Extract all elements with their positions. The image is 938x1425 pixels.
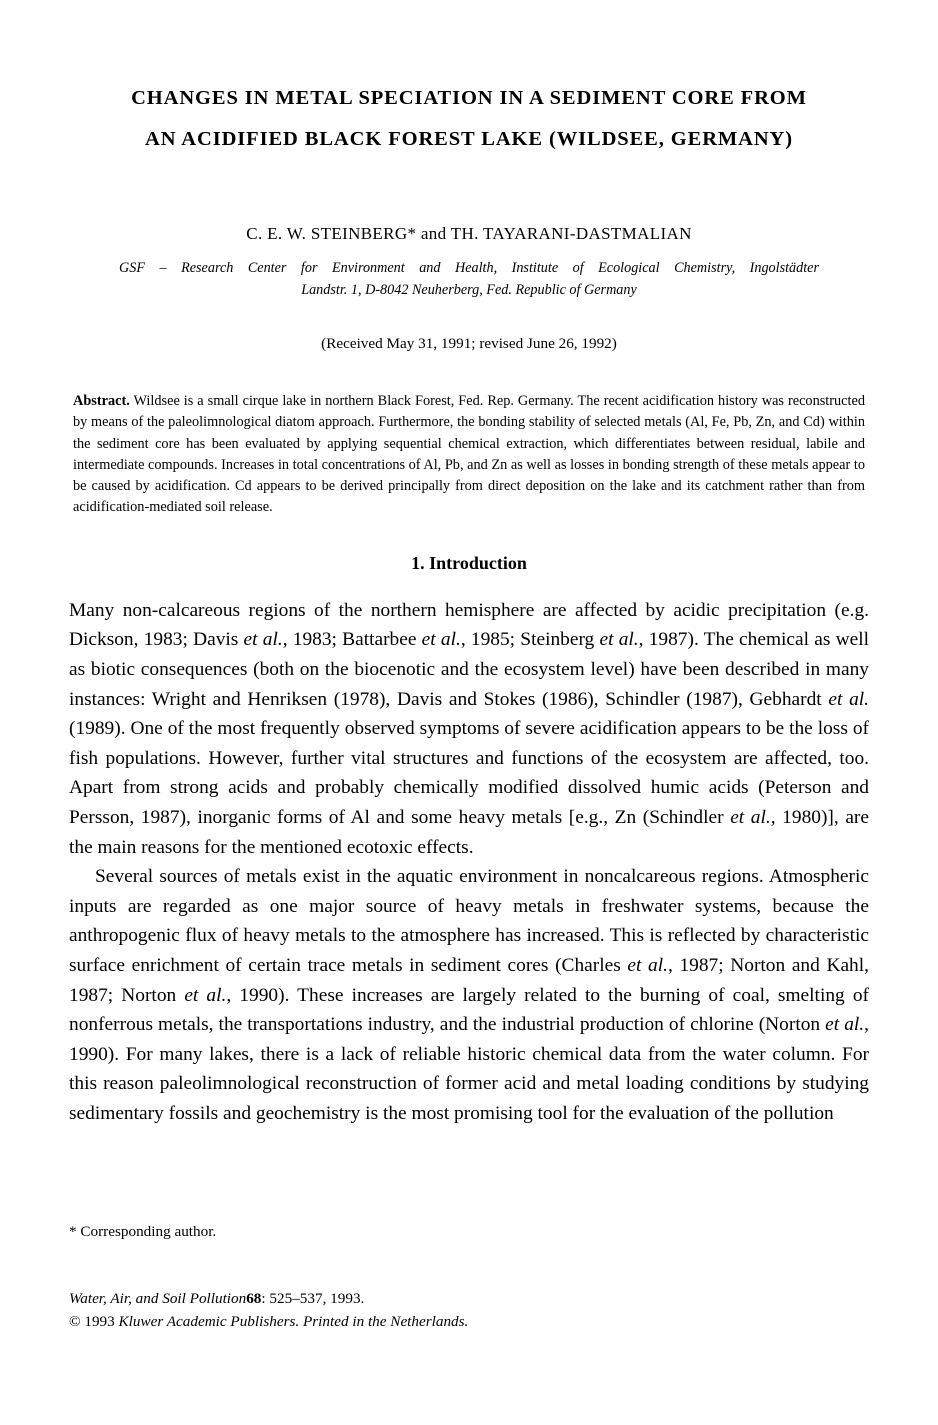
body-text bbox=[69, 596, 869, 1129]
p2-etal-1: et al. bbox=[627, 954, 668, 976]
p1-seg-f: , 1980)], are the main reasons for the mentioned ecotoxic effects. bbox=[69, 806, 869, 858]
p1-seg-c: , 1985; Steinberg bbox=[460, 629, 600, 651]
journal-reference bbox=[69, 1287, 869, 1333]
page-footer bbox=[69, 1221, 869, 1333]
p1-seg-b: , 1983; Battarbee bbox=[282, 629, 422, 651]
p1-etal-3: et al. bbox=[599, 629, 639, 651]
page-title bbox=[0, 0, 938, 160]
paragraph-2 bbox=[69, 862, 869, 1128]
journal-pages: : 525–537, 1993. bbox=[261, 1290, 365, 1307]
affiliation-line-2: Landstr. 1, D-8042 Neuherberg, Fed. Republic of Germany bbox=[301, 282, 637, 298]
copyright-year: 1993 bbox=[80, 1313, 119, 1330]
p1-etal-2: et al. bbox=[421, 629, 461, 651]
abstract-label: Abstract. bbox=[73, 393, 130, 409]
author-list: C. E. W. STEINBERG* and TH. TAYARANI-DASTMALIAN bbox=[246, 224, 692, 243]
paragraph-1 bbox=[69, 596, 869, 862]
p2-etal-3: et al. bbox=[825, 1014, 865, 1036]
affiliation bbox=[119, 257, 819, 301]
p1-seg-e: (1989). One of the most frequently observed symptoms of severe acidification appears to be the loss of fish populations. However, further vital structures and functions of the ecosystem are affected, too. Apart from strong acids and probably chemically modified dissolved humic acids (Peterson and Persson, 1987), inorganic forms of Al and some heavy metals [e.g., Zn (Schindler bbox=[69, 718, 869, 828]
p2-seg-d: , 1990). For many lakes, there is a lack of reliable historic chemical data from the water column. For this reason paleolimnological reconstruction of former acid and metal loading conditions by studying sedimentary fossils and geochemistry is the most promising tool for the evaluation of the pollution bbox=[69, 1014, 869, 1124]
corresponding-author-footnote: * Corresponding author. bbox=[69, 1223, 217, 1240]
copyright-icon: © bbox=[69, 1313, 81, 1330]
affiliation-line-1: GSF – Research Center for Environment and Health, Institute of Ecological Chemistry, Ingolstädter bbox=[119, 260, 819, 276]
abstract-block bbox=[73, 391, 865, 519]
p2-etal-2: et al. bbox=[184, 984, 227, 1006]
journal-volume: 68 bbox=[246, 1290, 262, 1307]
section-heading-introduction: 1. Introduction bbox=[411, 552, 527, 573]
p1-seg-d: , 1987). The chemical as well as biotic consequences (both on the biocenotic and the ecosystem level) have been described in many instances: Wright and Henriksen (1978), Davis and Stokes (1986), Schindler (1987), Gebhardt bbox=[69, 629, 869, 710]
p1-seg-a: Many non-calcareous regions of the northern hemisphere are affected by acidic precipitation (e.g. Dickson, 1983; Davis bbox=[69, 599, 869, 651]
p2-seg-c: , 1990). These increases are largely related to the burning of coal, smelting of nonferrous metals, the transportations industry, and the industrial production of chlorine (Norton bbox=[69, 984, 869, 1036]
p2-seg-a: Several sources of metals exist in the aquatic environment in noncalcareous regions. Atmospheric inputs are regarded as one major source of heavy metals in freshwater systems, because the anthropogenic flux of heavy metals to the atmosphere has increased. This is reflected by characteristic surface enrichment of certain trace metals in sediment cores (Charles bbox=[69, 866, 869, 976]
publisher-name: Kluwer Academic Publishers. Printed in the Netherlands. bbox=[118, 1313, 469, 1330]
title-line-1: CHANGES IN METAL SPECIATION IN A SEDIMENT CORE FROM bbox=[131, 87, 807, 109]
p1-etal-5: et al. bbox=[730, 806, 771, 828]
journal-name: Water, Air, and Soil Pollution bbox=[69, 1290, 247, 1307]
received-date: (Received May 31, 1991; revised June 26, 1992) bbox=[321, 335, 617, 352]
journal-citation-line bbox=[69, 1287, 869, 1310]
abstract-text: Wildsee is a small cirque lake in northern Black Forest, Fed. Rep. Germany. The recent acidification history was reconstructed by means of the paleolimnological diatom approach. Furthermore, the bonding stability of selected metals (Al, Fe, Pb, Zn, and Cd) within the sediment core has been evaluated by applying sequential chemical extraction, which differentiates between residual, labile and intermediate compounds. Increases in total concentrations of Al, Pb, and Zn as well as losses in bonding strength of these metals appear to be caused by acidification. Cd appears to be derived principally from direct deposition on the lake and its catchment rather than from acidification-mediated soil release. bbox=[73, 393, 865, 516]
p1-etal-1: et al. bbox=[243, 629, 283, 651]
p1-etal-4: et al. bbox=[828, 688, 869, 710]
title-line-2: AN ACIDIFIED BLACK FOREST LAKE (WILDSEE, GERMANY) bbox=[145, 128, 793, 150]
copyright-line bbox=[69, 1310, 869, 1333]
p2-seg-b: , 1987; Norton and Kahl, 1987; Norton bbox=[69, 954, 869, 1006]
